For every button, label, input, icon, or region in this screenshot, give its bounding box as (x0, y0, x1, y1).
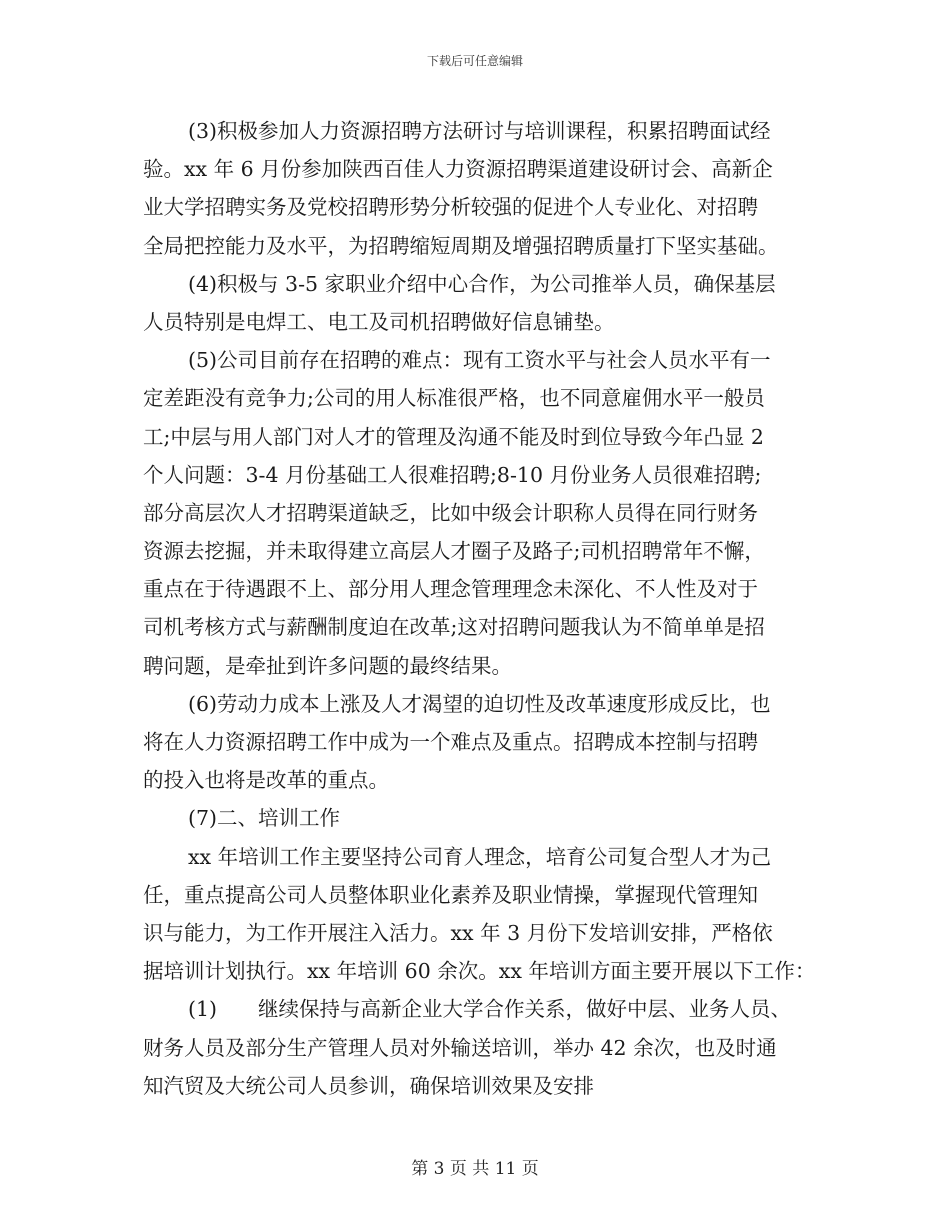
paragraph-line: 的投入也将是改革的重点。 (143, 768, 389, 793)
paragraph-line: (3)积极参加人力资源招聘方法研讨与培训课程，积累招聘面试经 (188, 119, 771, 143)
document-body (143, 112, 833, 1105)
paragraph-line: 人员特别是电焊工、电工及司机招聘做好信息铺垫。 (143, 309, 615, 334)
paragraph-line: 聘问题，是牵扯到许多问题的最终结果。 (143, 653, 512, 678)
paragraph-line: 识与能力，为工作开展注入活力。xx 年 3 月份下发培训安排，严格依 (143, 920, 773, 945)
paragraph-line: (1) 继续保持与高新企业大学合作关系，做好中层、业务人员、 (188, 997, 792, 1022)
page-footer: 第 3 页 共 11 页 (411, 1159, 539, 1179)
paragraph-line: (6)劳动力成本上涨及人才渴望的迫切性及改革速度形成反比，也 (188, 691, 771, 716)
paragraph-line: 任，重点提高公司人员整体职业化素养及职业情操，掌握现代管理知 (143, 882, 758, 907)
paragraph-line: 财务人员及部分生产管理人员对外输送培训，举办 42 余次，也及时通 (143, 1035, 777, 1060)
paragraph-line: (5)公司目前存在招聘的难点：现有工资水平与社会人员水平有一 (188, 348, 771, 373)
paragraph-line: 全局把控能力及水平，为招聘缩短周期及增强招聘质量打下坚实基础。 (143, 233, 779, 258)
paragraph-line: 司机考核方式与薪酬制度迫在改革;这对招聘问题我认为不简单单是招 (143, 615, 765, 640)
paragraph-line: 将在人力资源招聘工作中成为一个难点及重点。招聘成本控制与招聘 (143, 730, 758, 754)
paragraph-line: 业大学招聘实务及党校招聘形势分析较强的促进个人专业化、对招聘 (143, 195, 758, 220)
page-header: 下载后可任意编辑 (426, 54, 523, 68)
paragraph-line: 验。xx 年 6 月份参加陕西百佳人力资源招聘渠道建设研讨会、高新企 (143, 157, 773, 182)
paragraph-line: 据培训计划执行。xx 年培训 60 余次。xx 年培训方面主要开展以下工作： (143, 959, 816, 984)
paragraph-line: 知汽贸及大统公司人员参训，确保培训效果及安排 (143, 1073, 594, 1098)
paragraph-line: 资源去挖掘，并未取得建立高层人才圈子及路子;司机招聘常年不懈， (143, 539, 765, 564)
paragraph-line: (4)积极与 3-5 家职业介绍中心合作，为公司推举人员，确保基层 (188, 271, 776, 296)
section-heading: (7)二、培训工作 (188, 806, 341, 831)
paragraph-line: 重点在于待遇跟不上、部分用人理念管理理念未深化、不人性及对于 (143, 577, 758, 602)
paragraph-line: xx 年培训工作主要坚持公司育人理念，培育公司复合型人才为己 (188, 844, 772, 869)
paragraph-line: 工;中层与用人部门对人才的管理及沟通不能及时到位导致今年凸显 2 (143, 424, 764, 449)
paragraph-line: 部分高层次人才招聘渠道缺乏，比如中级会计职称人员得在同行财务 (143, 500, 758, 525)
paragraph-line: 个人问题：3-4 月份基础工人很难招聘;8-10 月份业务人员很难招聘; (143, 462, 762, 487)
paragraph-line: 定差距没有竞争力;公司的用人标准很严格，也不同意雇佣水平一般员 (143, 386, 765, 411)
